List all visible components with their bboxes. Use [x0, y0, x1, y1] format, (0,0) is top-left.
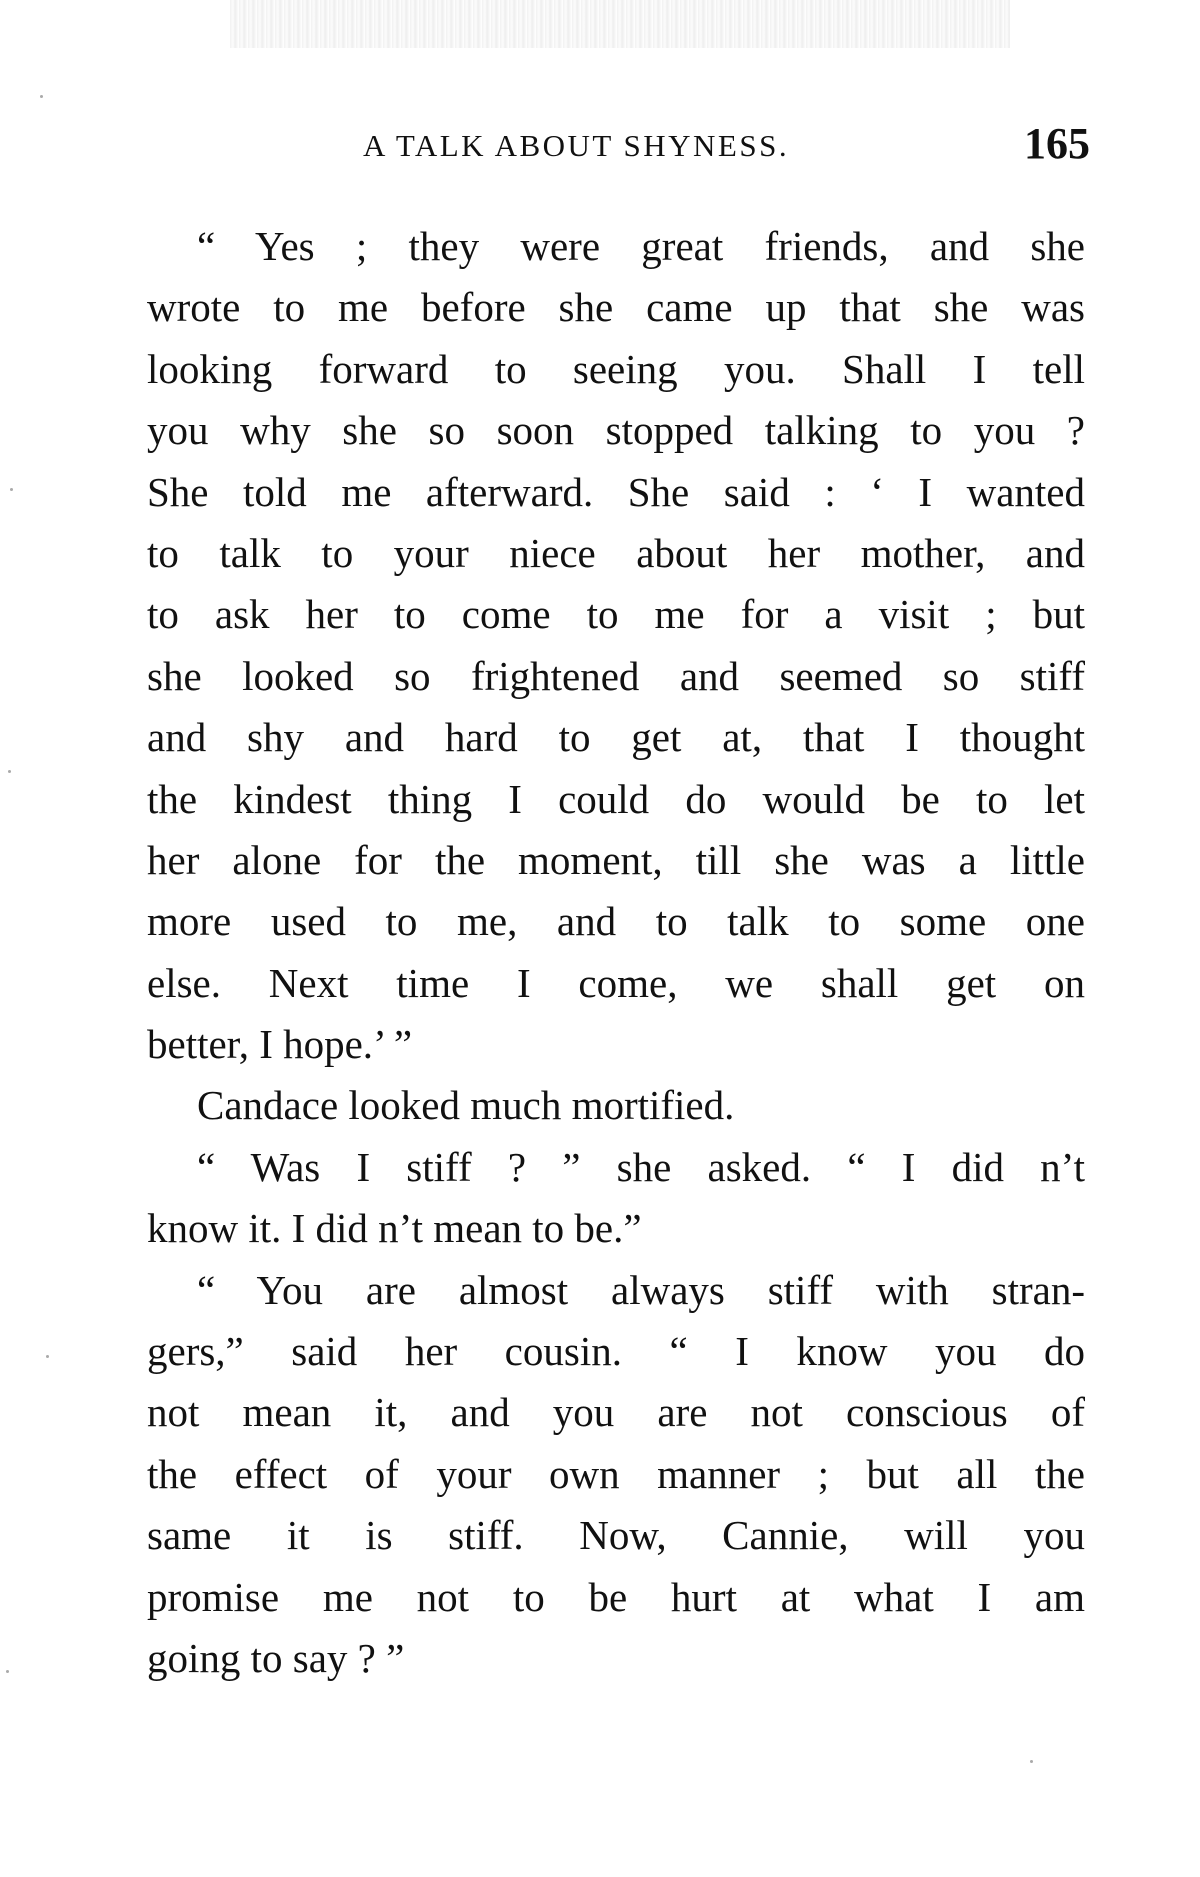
text-line: not mean it, and you are not conscious of — [147, 1389, 1085, 1436]
text-line: to talk to your niece about her mother, and — [147, 529, 1085, 576]
text-line: the kindest thing I could do would be to let — [147, 775, 1085, 822]
running-title: A TALK ABOUT SHYNESS. — [363, 128, 790, 163]
text-line: Candace looked much mortified. — [197, 1082, 735, 1129]
scan-speck — [1030, 1760, 1033, 1763]
text-line: gers,” said her cousin. “ I know you do — [147, 1328, 1085, 1375]
scan-artifact — [230, 0, 1010, 48]
page-number: 165 — [1024, 119, 1090, 168]
scan-speck — [6, 1670, 9, 1673]
text-line: same it is stiff. Now, Cannie, will you — [147, 1512, 1085, 1559]
text-line: know it. I did n’t mean to be.” — [147, 1205, 642, 1252]
text-line: her alone for the moment, till she was a little — [147, 836, 1085, 883]
text-line: else. Next time I come, we shall get on — [147, 959, 1085, 1006]
running-head — [140, 118, 1090, 178]
text-line: she looked so frightened and seemed so stiff — [147, 652, 1085, 699]
text-line: “ Was I stiff ? ” she asked. “ I did n’t — [197, 1143, 1085, 1190]
text-line: promise me not to be hurt at what I am — [147, 1573, 1085, 1620]
text-line: wrote to me before she came up that she was — [147, 284, 1085, 331]
text-line: She told me afterward. She said : ‘ I wanted — [147, 468, 1085, 515]
scan-speck — [40, 95, 43, 98]
text-line: and shy and hard to get at, that I thought — [147, 714, 1085, 761]
text-line: “ You are almost always stiff with stran- — [197, 1266, 1085, 1313]
text-line: the effect of your own manner ; but all the — [147, 1450, 1085, 1497]
scan-speck — [10, 488, 13, 491]
text-line: going to say ? ” — [147, 1634, 405, 1681]
text-line: “ Yes ; they were great friends, and she — [197, 223, 1085, 269]
text-line: more used to me, and to talk to some one — [147, 898, 1085, 945]
body-text — [147, 216, 1085, 1689]
text-line: better, I hope.’ ” — [147, 1021, 413, 1068]
text-line: looking forward to seeing you. Shall I tell — [147, 345, 1085, 392]
scan-speck — [8, 770, 11, 773]
text-line: you why she so soon stopped talking to you ? — [147, 407, 1085, 454]
text-line: to ask her to come to me for a visit ; but — [147, 591, 1085, 638]
scan-speck — [46, 1355, 49, 1358]
